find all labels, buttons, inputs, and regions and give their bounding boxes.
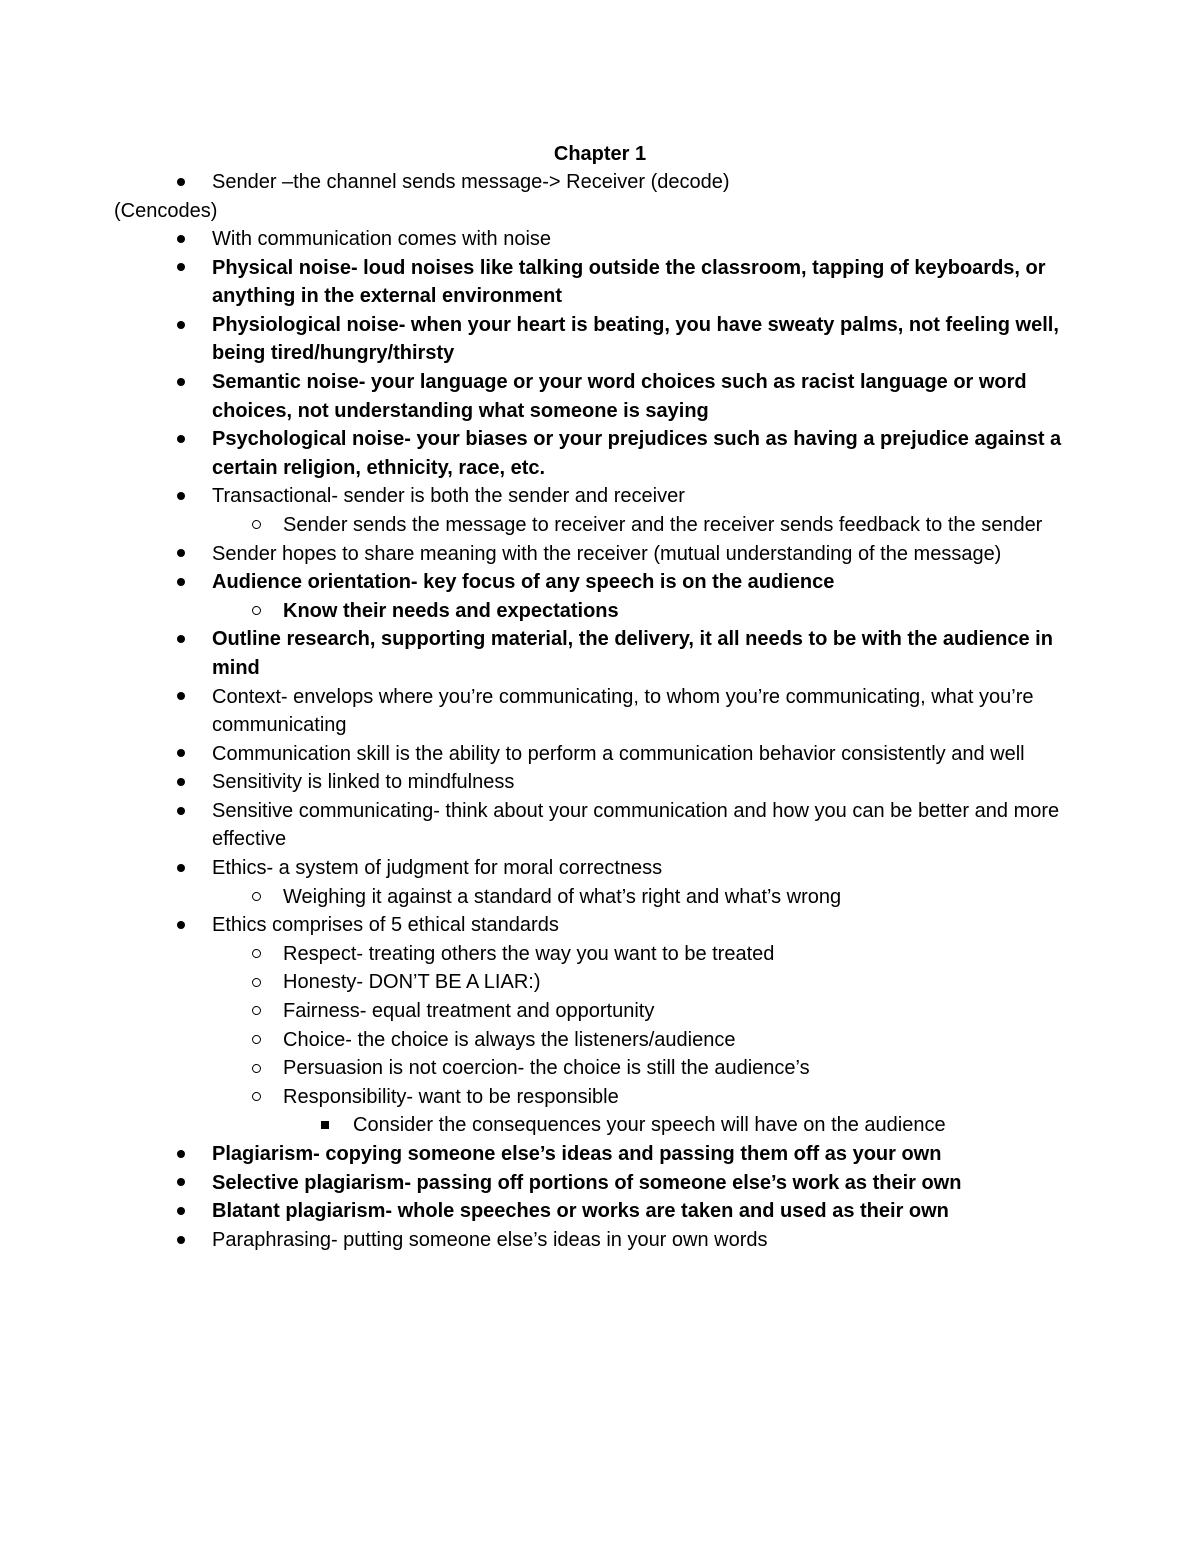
bullet-dot-icon — [177, 368, 185, 397]
list-item-text: Transactional- sender is both the sender and receiver — [212, 485, 685, 508]
list-item-text: Audience orientation- key focus of any speech is on the audience — [212, 571, 835, 594]
list-item — [0, 768, 1062, 797]
list-item-text: Psychological noise- your biases or your prejudices such as having a prejudice against a certain religion, ethnicity, race, etc. — [212, 428, 1062, 479]
bullet-dot-icon — [177, 1169, 185, 1198]
bullet-dot-icon — [177, 797, 185, 826]
bullet-dot-icon — [177, 568, 185, 597]
list-item-text: Respect- treating others the way you want to be treated — [283, 942, 775, 965]
list-item — [0, 883, 1063, 912]
list-item-text: Selective plagiarism- passing off portions of someone else’s work as their own — [212, 1171, 962, 1194]
list-item-text: Know their needs and expectations — [283, 599, 619, 622]
list-item — [0, 482, 1062, 511]
list-item — [0, 1169, 1062, 1198]
bullet-dot-icon — [177, 482, 185, 511]
bullet-dot-icon — [177, 540, 185, 569]
bullet-dot-icon — [177, 1226, 185, 1255]
bullet-dot-icon — [177, 311, 185, 340]
list-item — [0, 1140, 1062, 1169]
list-item-text: Sender sends the message to receiver and the receiver sends feedback to the sender — [283, 513, 1043, 536]
list-item-text: Communication skill is the ability to perform a communication behavior consistently and well — [212, 742, 1025, 765]
list-item — [0, 311, 1062, 368]
list-item-text: Persuasion is not coercion- the choice is still the audience’s — [283, 1057, 810, 1080]
list-item — [0, 1197, 1062, 1226]
stray-note-line: (Cencodes) — [114, 200, 218, 222]
list-item-text: Fairness- equal treatment and opportunity — [283, 1000, 655, 1023]
list-item-text: Physical noise- loud noises like talking outside the classroom, tapping of keyboards, or anything in the external environment — [212, 256, 1046, 308]
bullet-dot-icon — [177, 168, 185, 197]
bullet-dot-icon — [177, 768, 185, 797]
list-item-text: Outline research, supporting material, the delivery, it all needs to be with the audience in mind — [212, 628, 1053, 679]
list-item — [0, 940, 1063, 969]
list-item — [0, 854, 1062, 883]
bullet-dot-icon — [177, 425, 185, 454]
bullet-circle-icon — [252, 968, 261, 997]
list-item — [0, 797, 1062, 854]
list-item-text: Ethics comprises of 5 ethical standards — [212, 914, 559, 937]
bullet-square-icon — [321, 1111, 329, 1140]
list-item — [0, 1226, 1062, 1255]
bullet-list-main — [0, 225, 1200, 1254]
list-item — [0, 911, 1062, 940]
list-item — [0, 254, 1062, 311]
list-item-text: Sender hopes to share meaning with the receiver (mutual understanding of the message) — [212, 542, 1002, 565]
bullet-dot-icon — [177, 683, 185, 712]
list-item — [0, 740, 1062, 769]
list-item — [0, 625, 1062, 682]
list-item-text: Weighing it against a standard of what’s right and what’s wrong — [283, 885, 842, 908]
list-item — [0, 683, 1062, 740]
list-item-text: Choice- the choice is always the listeners/audience — [283, 1028, 736, 1051]
list-item — [0, 568, 1062, 597]
list-item-text: Semantic noise- your language or your word choices such as racist language or word choices, not understanding what someone is saying — [212, 370, 1027, 422]
list-item-text: Sensitivity is linked to mindfulness — [212, 771, 515, 794]
list-item-text: Ethics- a system of judgment for moral correctness — [212, 857, 663, 880]
page-title: Chapter 1 — [553, 143, 647, 165]
list-item — [0, 225, 1062, 254]
list-item-text: Paraphrasing- putting someone else’s ideas in your own words — [212, 1228, 768, 1251]
bullet-dot-icon — [177, 740, 185, 769]
list-item — [0, 597, 1063, 626]
list-item — [0, 1026, 1063, 1055]
list-item — [0, 968, 1063, 997]
bullet-circle-icon — [252, 997, 261, 1026]
list-item-text: Plagiarism- copying someone else’s ideas and passing them off as your own — [212, 1143, 942, 1165]
bullet-circle-icon — [252, 511, 261, 540]
list-item — [0, 1054, 1063, 1083]
list-item-text: Context- envelops where you’re communicating, to whom you’re communicating, what you’re communicating — [212, 685, 1034, 737]
bullet-dot-icon — [177, 854, 185, 883]
list-item-text: Blatant plagiarism- whole speeches or works are taken and used as their own — [212, 1200, 949, 1223]
list-item — [0, 997, 1063, 1026]
list-item-text: Physiological noise- when your heart is beating, you have sweaty palms, not feeling well, being tired/hungry/thirsty — [212, 313, 1059, 365]
bullet-circle-icon — [252, 883, 261, 912]
list-item — [0, 368, 1062, 425]
list-item — [0, 1083, 1063, 1112]
list-item — [0, 425, 1062, 482]
bullet-dot-icon — [177, 1197, 185, 1226]
list-item — [0, 1111, 1053, 1140]
bullet-dot-icon — [177, 1140, 185, 1169]
list-item-text: Consider the consequences your speech will have on the audience — [353, 1114, 946, 1137]
list-item — [0, 168, 1062, 197]
list-item-text: Sender –the channel sends message-> Receiver (decode) — [212, 171, 730, 193]
bullet-circle-icon — [252, 1083, 261, 1112]
bullet-list-top — [0, 168, 1200, 197]
bullet-dot-icon — [177, 911, 185, 940]
list-item-text: Responsibility- want to be responsible — [283, 1085, 619, 1108]
list-item — [0, 540, 1062, 569]
bullet-circle-icon — [252, 1026, 261, 1055]
list-item-text: Honesty- DON’T BE A LIAR:) — [283, 971, 541, 994]
bullet-circle-icon — [252, 940, 261, 969]
bullet-circle-icon — [252, 597, 261, 626]
bullet-dot-icon — [177, 225, 185, 254]
list-item — [0, 511, 1063, 540]
list-item-text: Sensitive communicating- think about your communication and how you can be better and more effective — [212, 799, 1060, 851]
list-item-text: With communication comes with noise — [212, 228, 552, 250]
bullet-circle-icon — [252, 1054, 261, 1083]
bullet-dot-icon — [177, 254, 185, 283]
bullet-dot-icon — [177, 625, 185, 654]
